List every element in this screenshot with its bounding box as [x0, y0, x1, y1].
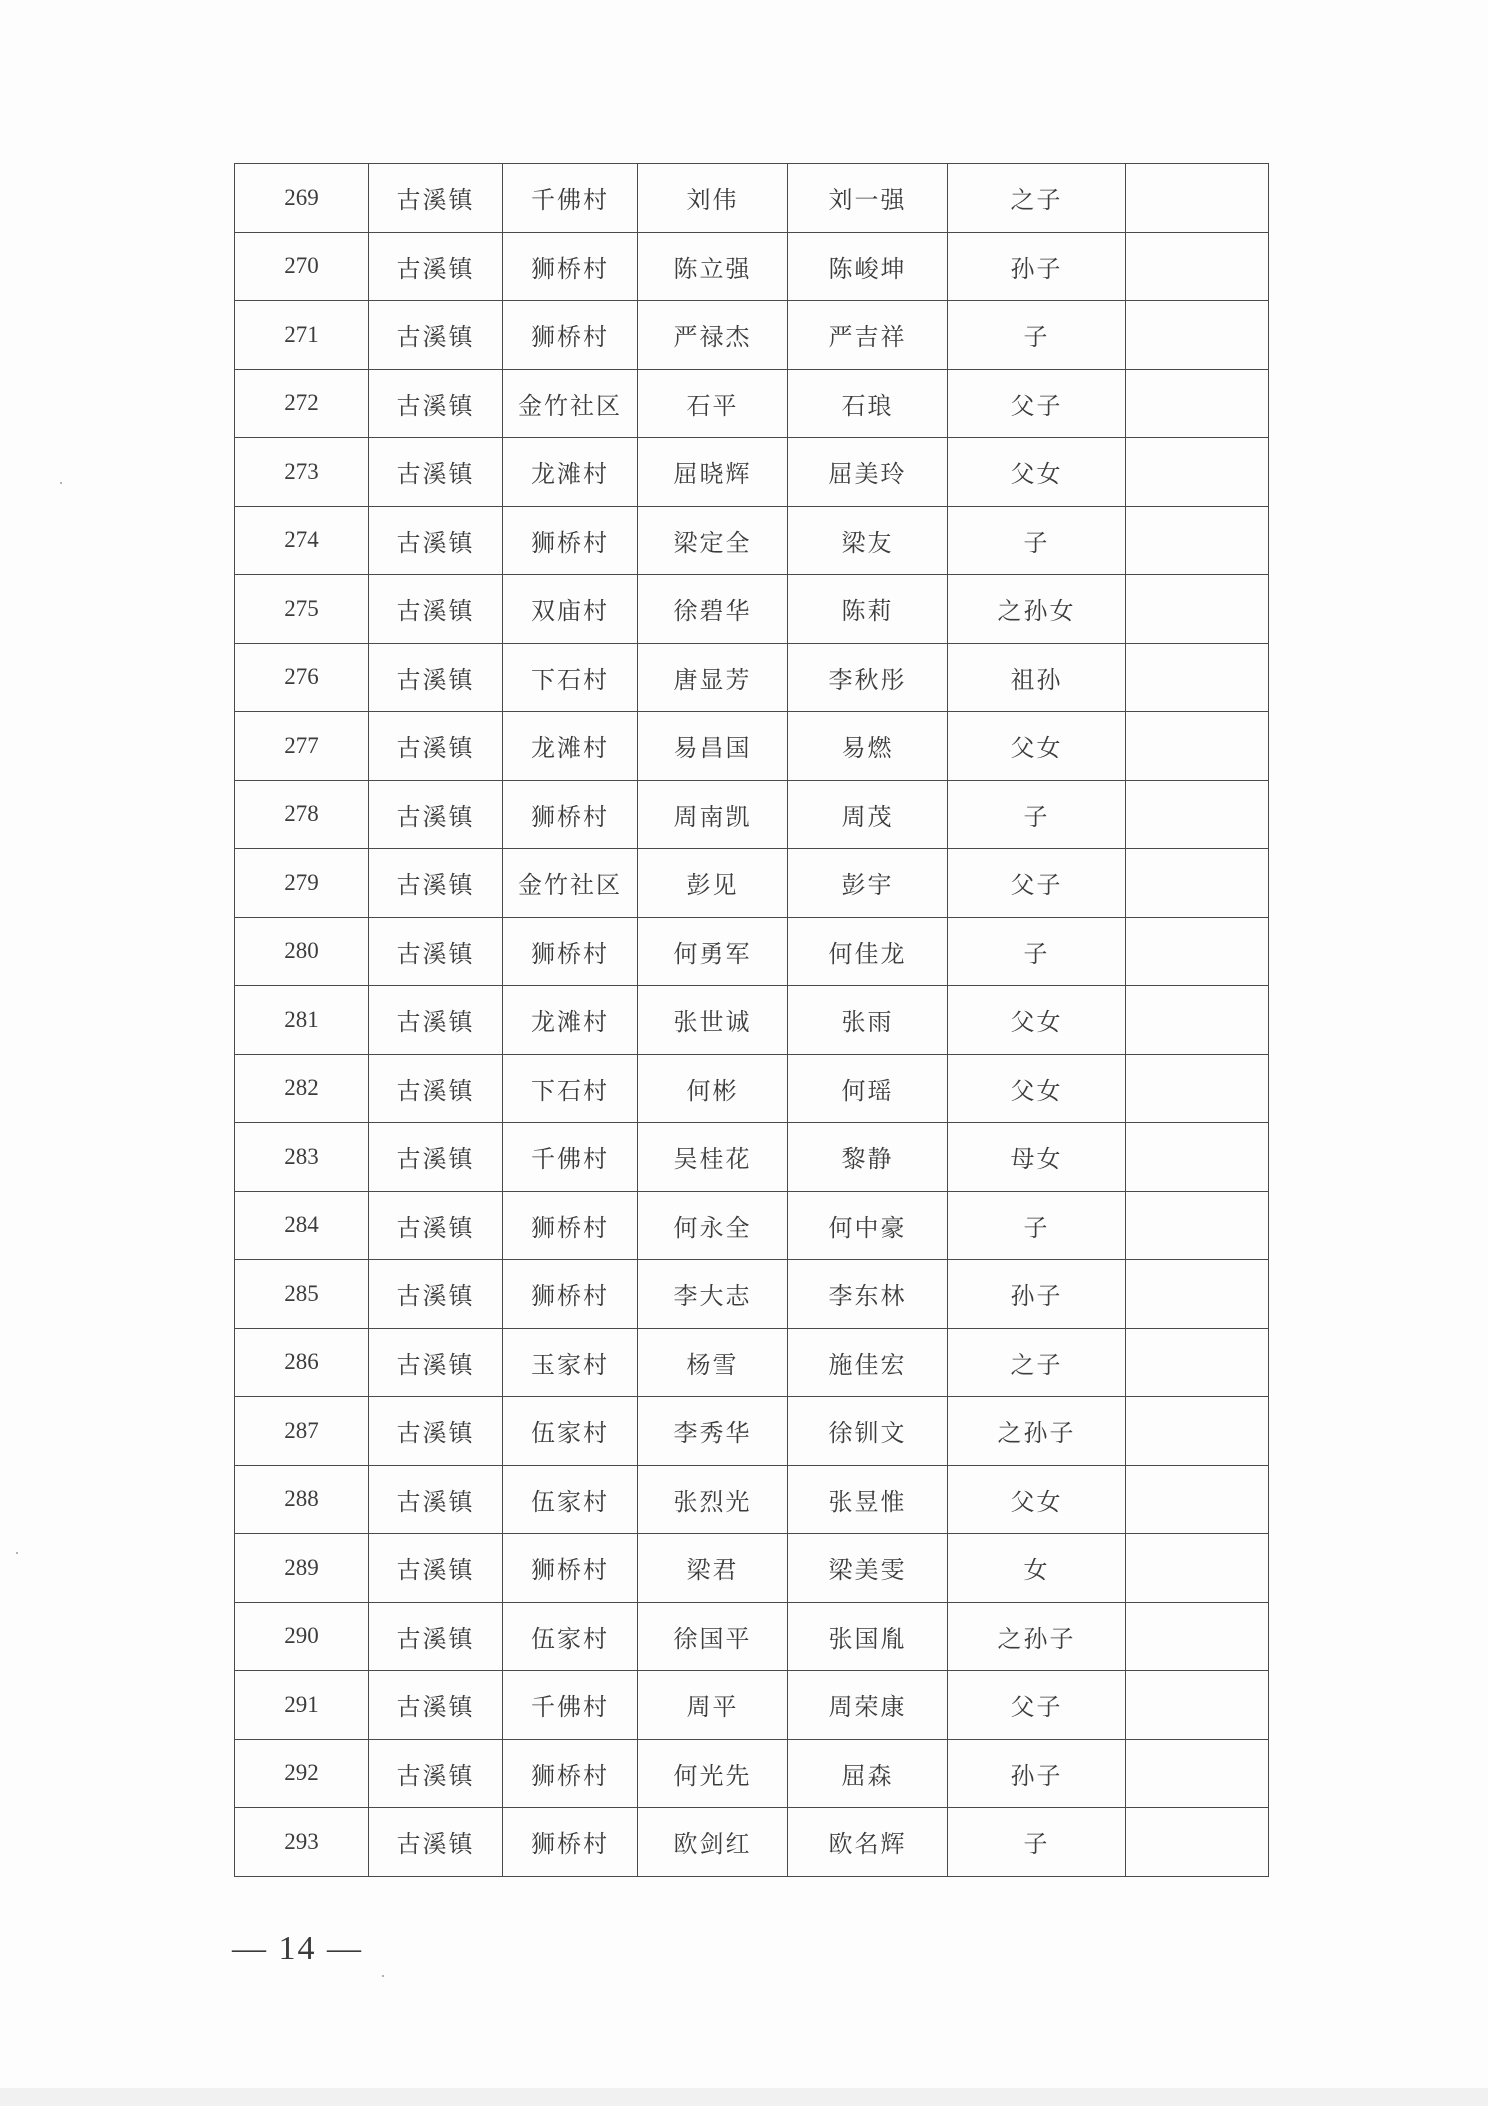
index-cell: 287 — [235, 1397, 369, 1466]
remark-cell — [1126, 232, 1269, 301]
index-cell: 293 — [235, 1808, 369, 1877]
applicant-cell: 彭见 — [638, 849, 788, 918]
relation-cell: 祖孙 — [948, 643, 1126, 712]
village-cell: 狮桥村 — [503, 1808, 638, 1877]
village-cell: 龙滩村 — [503, 986, 638, 1055]
applicant-cell: 梁定全 — [638, 506, 788, 575]
village-cell: 千佛村 — [503, 164, 638, 233]
member-cell: 李秋彤 — [788, 643, 948, 712]
relation-cell: 父子 — [948, 1671, 1126, 1740]
table-row — [235, 917, 1269, 986]
table-row — [235, 1397, 1269, 1466]
town-cell: 古溪镇 — [369, 369, 503, 438]
applicant-cell: 何永全 — [638, 1191, 788, 1260]
town-cell: 古溪镇 — [369, 1465, 503, 1534]
table-row — [235, 1671, 1269, 1740]
member-cell: 陈峻坤 — [788, 232, 948, 301]
remark-cell — [1126, 1397, 1269, 1466]
index-cell: 276 — [235, 643, 369, 712]
town-cell: 古溪镇 — [369, 1054, 503, 1123]
applicant-cell: 徐国平 — [638, 1602, 788, 1671]
remark-cell — [1126, 369, 1269, 438]
village-cell: 狮桥村 — [503, 1739, 638, 1808]
applicant-cell: 欧剑红 — [638, 1808, 788, 1877]
village-cell: 下石村 — [503, 643, 638, 712]
relation-cell: 父女 — [948, 712, 1126, 781]
relation-cell: 之子 — [948, 1328, 1126, 1397]
relation-cell: 子 — [948, 917, 1126, 986]
applicant-cell: 李大志 — [638, 1260, 788, 1329]
table-row — [235, 1054, 1269, 1123]
town-cell: 古溪镇 — [369, 1671, 503, 1740]
applicant-cell: 梁君 — [638, 1534, 788, 1603]
table-row — [235, 164, 1269, 233]
remark-cell — [1126, 1328, 1269, 1397]
index-cell: 271 — [235, 301, 369, 370]
village-cell: 狮桥村 — [503, 1534, 638, 1603]
town-cell: 古溪镇 — [369, 232, 503, 301]
index-cell: 284 — [235, 1191, 369, 1260]
town-cell: 古溪镇 — [369, 164, 503, 233]
remark-cell — [1126, 438, 1269, 507]
remark-cell — [1126, 1602, 1269, 1671]
index-cell: 291 — [235, 1671, 369, 1740]
table-row — [235, 1739, 1269, 1808]
applicant-cell: 张烈光 — [638, 1465, 788, 1534]
member-cell: 何佳龙 — [788, 917, 948, 986]
table-row — [235, 1191, 1269, 1260]
town-cell: 古溪镇 — [369, 575, 503, 644]
member-cell: 李东林 — [788, 1260, 948, 1329]
village-cell: 狮桥村 — [503, 917, 638, 986]
applicant-cell: 易昌国 — [638, 712, 788, 781]
member-cell: 易燃 — [788, 712, 948, 781]
village-cell: 狮桥村 — [503, 301, 638, 370]
town-cell: 古溪镇 — [369, 1191, 503, 1260]
member-cell: 梁美雯 — [788, 1534, 948, 1603]
village-cell: 伍家村 — [503, 1602, 638, 1671]
town-cell: 古溪镇 — [369, 849, 503, 918]
table-row — [235, 1328, 1269, 1397]
index-cell: 269 — [235, 164, 369, 233]
member-cell: 彭宇 — [788, 849, 948, 918]
applicant-cell: 何勇军 — [638, 917, 788, 986]
village-cell: 龙滩村 — [503, 438, 638, 507]
remark-cell — [1126, 849, 1269, 918]
town-cell: 古溪镇 — [369, 438, 503, 507]
relation-cell: 子 — [948, 1808, 1126, 1877]
remark-cell — [1126, 1534, 1269, 1603]
applicant-cell: 杨雪 — [638, 1328, 788, 1397]
table-row — [235, 1260, 1269, 1329]
index-cell: 283 — [235, 1123, 369, 1192]
index-cell: 289 — [235, 1534, 369, 1603]
table-row — [235, 438, 1269, 507]
scan-speck — [60, 482, 62, 484]
member-cell: 梁友 — [788, 506, 948, 575]
town-cell: 古溪镇 — [369, 506, 503, 575]
relation-cell: 孙子 — [948, 1739, 1126, 1808]
village-cell: 千佛村 — [503, 1671, 638, 1740]
applicant-cell: 何彬 — [638, 1054, 788, 1123]
remark-cell — [1126, 1671, 1269, 1740]
town-cell: 古溪镇 — [369, 780, 503, 849]
town-cell: 古溪镇 — [369, 301, 503, 370]
applicant-cell: 张世诚 — [638, 986, 788, 1055]
relation-cell: 父子 — [948, 849, 1126, 918]
table-row — [235, 369, 1269, 438]
relation-cell: 子 — [948, 506, 1126, 575]
village-cell: 下石村 — [503, 1054, 638, 1123]
table-row — [235, 575, 1269, 644]
village-cell: 玉家村 — [503, 1328, 638, 1397]
relation-cell: 子 — [948, 301, 1126, 370]
index-cell: 286 — [235, 1328, 369, 1397]
index-cell: 288 — [235, 1465, 369, 1534]
table-row — [235, 986, 1269, 1055]
relation-cell: 孙子 — [948, 232, 1126, 301]
member-cell: 张国胤 — [788, 1602, 948, 1671]
member-cell: 张雨 — [788, 986, 948, 1055]
relation-cell: 之子 — [948, 164, 1126, 233]
relation-cell: 之孙子 — [948, 1602, 1126, 1671]
relation-cell: 父女 — [948, 986, 1126, 1055]
index-cell: 270 — [235, 232, 369, 301]
member-cell: 屈森 — [788, 1739, 948, 1808]
table-row — [235, 849, 1269, 918]
member-cell: 石琅 — [788, 369, 948, 438]
town-cell: 古溪镇 — [369, 1328, 503, 1397]
relation-cell: 父女 — [948, 1054, 1126, 1123]
scan-speck — [16, 1552, 18, 1554]
index-cell: 272 — [235, 369, 369, 438]
member-cell: 徐钏文 — [788, 1397, 948, 1466]
applicant-cell: 吴桂花 — [638, 1123, 788, 1192]
town-cell: 古溪镇 — [369, 712, 503, 781]
remark-cell — [1126, 1808, 1269, 1877]
roster-table-body — [235, 164, 1269, 1877]
relation-cell: 之孙子 — [948, 1397, 1126, 1466]
applicant-cell: 唐显芳 — [638, 643, 788, 712]
town-cell: 古溪镇 — [369, 1602, 503, 1671]
index-cell: 277 — [235, 712, 369, 781]
member-cell: 张昱惟 — [788, 1465, 948, 1534]
remark-cell — [1126, 1123, 1269, 1192]
relation-cell: 母女 — [948, 1123, 1126, 1192]
index-cell: 274 — [235, 506, 369, 575]
remark-cell — [1126, 301, 1269, 370]
member-cell: 欧名辉 — [788, 1808, 948, 1877]
village-cell: 双庙村 — [503, 575, 638, 644]
remark-cell — [1126, 643, 1269, 712]
table-row — [235, 1534, 1269, 1603]
town-cell: 古溪镇 — [369, 917, 503, 986]
member-cell: 何瑶 — [788, 1054, 948, 1123]
applicant-cell: 陈立强 — [638, 232, 788, 301]
remark-cell — [1126, 986, 1269, 1055]
table-row — [235, 712, 1269, 781]
remark-cell — [1126, 506, 1269, 575]
village-cell: 金竹社区 — [503, 849, 638, 918]
relation-cell: 父子 — [948, 369, 1126, 438]
remark-cell — [1126, 1191, 1269, 1260]
index-cell: 292 — [235, 1739, 369, 1808]
table-row — [235, 232, 1269, 301]
relation-cell: 孙子 — [948, 1260, 1126, 1329]
table-row — [235, 643, 1269, 712]
village-cell: 伍家村 — [503, 1397, 638, 1466]
table-row — [235, 1808, 1269, 1877]
page-number: — 14 — — [232, 1930, 363, 1967]
remark-cell — [1126, 575, 1269, 644]
table-row — [235, 506, 1269, 575]
index-cell: 281 — [235, 986, 369, 1055]
member-cell: 刘一强 — [788, 164, 948, 233]
scan-speck — [382, 1975, 384, 1977]
applicant-cell: 周平 — [638, 1671, 788, 1740]
applicant-cell: 徐碧华 — [638, 575, 788, 644]
roster-table-container — [234, 163, 1268, 1877]
village-cell: 狮桥村 — [503, 1260, 638, 1329]
applicant-cell: 屈晓辉 — [638, 438, 788, 507]
remark-cell — [1126, 780, 1269, 849]
table-row — [235, 1602, 1269, 1671]
town-cell: 古溪镇 — [369, 1808, 503, 1877]
member-cell: 施佳宏 — [788, 1328, 948, 1397]
relation-cell: 之孙女 — [948, 575, 1126, 644]
applicant-cell: 刘伟 — [638, 164, 788, 233]
town-cell: 古溪镇 — [369, 1739, 503, 1808]
remark-cell — [1126, 164, 1269, 233]
table-row — [235, 1465, 1269, 1534]
village-cell: 龙滩村 — [503, 712, 638, 781]
remark-cell — [1126, 1739, 1269, 1808]
relation-cell: 父女 — [948, 1465, 1126, 1534]
relation-cell: 父女 — [948, 438, 1126, 507]
index-cell: 280 — [235, 917, 369, 986]
scan-edge-band — [0, 2088, 1488, 2106]
index-cell: 285 — [235, 1260, 369, 1329]
village-cell: 狮桥村 — [503, 232, 638, 301]
applicant-cell: 严禄杰 — [638, 301, 788, 370]
town-cell: 古溪镇 — [369, 1397, 503, 1466]
member-cell: 陈莉 — [788, 575, 948, 644]
applicant-cell: 李秀华 — [638, 1397, 788, 1466]
relation-cell: 子 — [948, 780, 1126, 849]
index-cell: 290 — [235, 1602, 369, 1671]
village-cell: 伍家村 — [503, 1465, 638, 1534]
table-row — [235, 780, 1269, 849]
roster-table — [234, 163, 1269, 1877]
applicant-cell: 何光先 — [638, 1739, 788, 1808]
index-cell: 278 — [235, 780, 369, 849]
member-cell: 周茂 — [788, 780, 948, 849]
applicant-cell: 石平 — [638, 369, 788, 438]
village-cell: 金竹社区 — [503, 369, 638, 438]
relation-cell: 子 — [948, 1191, 1126, 1260]
index-cell: 273 — [235, 438, 369, 507]
village-cell: 千佛村 — [503, 1123, 638, 1192]
remark-cell — [1126, 1260, 1269, 1329]
index-cell: 275 — [235, 575, 369, 644]
town-cell: 古溪镇 — [369, 1123, 503, 1192]
village-cell: 狮桥村 — [503, 506, 638, 575]
town-cell: 古溪镇 — [369, 1534, 503, 1603]
member-cell: 严吉祥 — [788, 301, 948, 370]
remark-cell — [1126, 1054, 1269, 1123]
member-cell: 周荣康 — [788, 1671, 948, 1740]
town-cell: 古溪镇 — [369, 643, 503, 712]
applicant-cell: 周南凯 — [638, 780, 788, 849]
village-cell: 狮桥村 — [503, 780, 638, 849]
table-row — [235, 301, 1269, 370]
table-row — [235, 1123, 1269, 1192]
town-cell: 古溪镇 — [369, 1260, 503, 1329]
index-cell: 279 — [235, 849, 369, 918]
village-cell: 狮桥村 — [503, 1191, 638, 1260]
remark-cell — [1126, 712, 1269, 781]
index-cell: 282 — [235, 1054, 369, 1123]
remark-cell — [1126, 1465, 1269, 1534]
member-cell: 屈美玲 — [788, 438, 948, 507]
town-cell: 古溪镇 — [369, 986, 503, 1055]
member-cell: 黎静 — [788, 1123, 948, 1192]
member-cell: 何中豪 — [788, 1191, 948, 1260]
remark-cell — [1126, 917, 1269, 986]
relation-cell: 女 — [948, 1534, 1126, 1603]
